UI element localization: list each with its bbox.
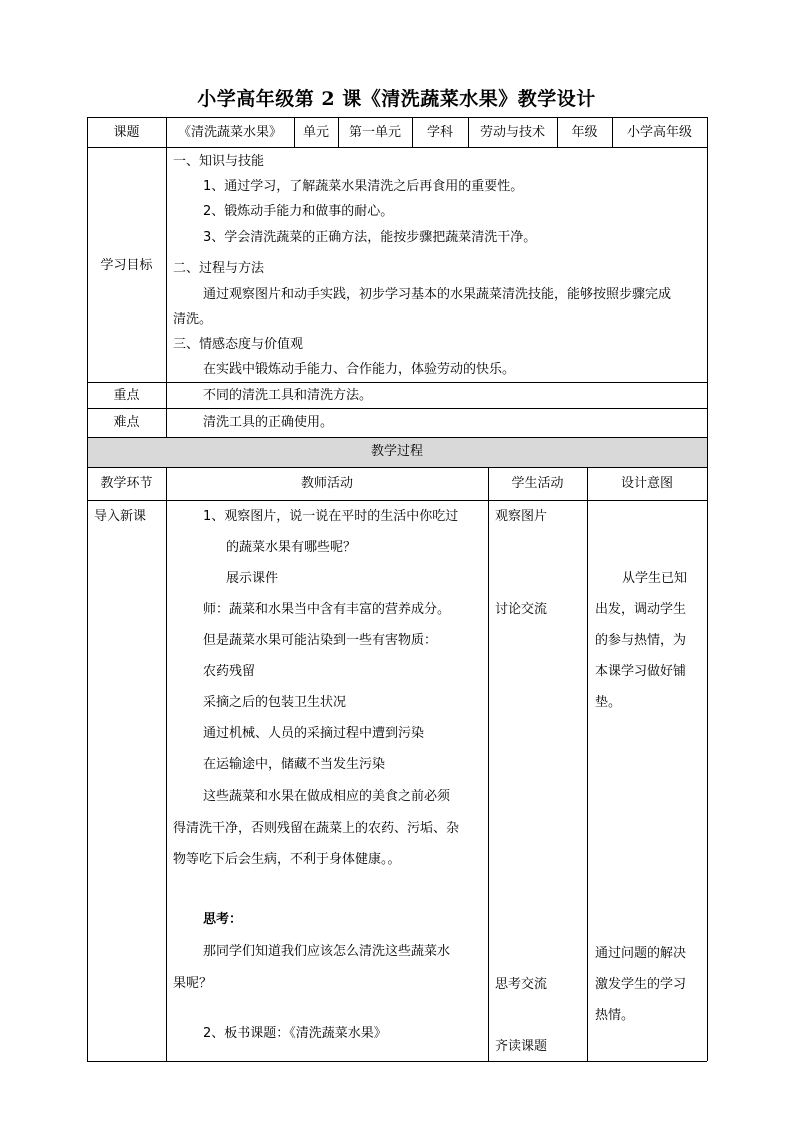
- table-line: [87, 147, 707, 148]
- key-point-value: 不同的清洗工具和清洗方法。: [203, 388, 373, 403]
- objectives-text: 在实践中锻炼动手能力、合作能力，体验劳动的快乐。: [203, 362, 516, 377]
- objectives-item: 2、锻炼动手能力和做事的耐心。: [203, 204, 394, 219]
- design-intent-line: 的参与热情，为: [595, 633, 687, 648]
- objectives-text: 通过观察图片和动手实践，初步学习基本的水果蔬菜清洗技能，能够按照步骤完成: [203, 287, 672, 302]
- unit-label: 单元: [302, 125, 329, 140]
- design-intent-line: 热情。: [595, 1008, 635, 1023]
- teacher-activity-line: 但是蔬菜水果可能沾染到一些有害物质：: [203, 633, 438, 648]
- table-line: [488, 467, 489, 1061]
- table-line: [87, 408, 707, 409]
- design-intent-line: 激发学生的学习: [595, 977, 687, 992]
- table-line: [707, 117, 708, 1061]
- design-intent-line: 出发，调动学生: [595, 602, 687, 617]
- column-header-stage: 教学环节: [100, 476, 153, 491]
- unit-value: 第一单元: [348, 125, 401, 140]
- teacher-activity-line: 在运输途中，储藏不当发生污染: [203, 757, 386, 772]
- table-line: [587, 467, 588, 1061]
- student-activity: 思考交流: [495, 977, 548, 992]
- grade-value: 小学高年级: [626, 125, 692, 140]
- column-header-teacher: 教师活动: [300, 476, 353, 491]
- table-line: [87, 467, 707, 468]
- teacher-activity-line: 这些蔬菜和水果在做成相应的美食之前必须: [203, 789, 451, 804]
- objectives-section-3-title: 三、情感态度与价值观: [173, 337, 304, 352]
- table-line: [87, 437, 707, 438]
- teacher-activity-think: 思考：: [203, 912, 243, 927]
- teacher-activity-line: 采摘之后的包装卫生状况: [203, 695, 347, 710]
- table-line: [87, 500, 707, 501]
- teacher-activity-line: 得清洗干净，否则残留在蔬菜上的农药、污垢、杂: [173, 821, 460, 836]
- subject-value: 劳动与技术: [479, 125, 545, 140]
- student-activity: 讨论交流: [495, 602, 548, 617]
- objectives-section-2-title: 二、过程与方法: [173, 261, 265, 276]
- table-line: [166, 117, 167, 437]
- course-label: 课题: [113, 125, 140, 140]
- course-value: 《清洗蔬菜水果》: [177, 125, 282, 140]
- objectives-item: 3、学会清洗蔬菜的正确方法，能按步骤把蔬菜清洗干净。: [203, 230, 537, 245]
- teacher-activity-line: 农药残留: [203, 664, 256, 679]
- difficulty-value: 清洗工具的正确使用。: [203, 415, 334, 430]
- teacher-activity-line: 物等吃下后会生病，不利于身体健康。。: [173, 852, 401, 867]
- teacher-activity-line: 2、板书课题：《清洗蔬菜水果》: [203, 1026, 387, 1041]
- column-header-intent: 设计意图: [620, 476, 673, 491]
- subject-label: 学科: [426, 125, 453, 140]
- teacher-activity-line: 果呢？: [173, 976, 213, 991]
- stage-label: 导入新课: [94, 509, 147, 524]
- table-line: [87, 117, 707, 118]
- objectives-section-1-title: 一、知识与技能: [173, 154, 265, 169]
- difficulty-label: 难点: [113, 415, 140, 430]
- teacher-activity-line: 的蔬菜水果有哪些呢？: [226, 540, 357, 555]
- student-activity: 观察图片: [495, 509, 548, 524]
- grade-label: 年级: [571, 125, 598, 140]
- teacher-activity-line: 展示课件: [226, 571, 279, 586]
- objectives-label: 学习目标: [100, 258, 153, 273]
- objectives-item: 1、通过学习，了解蔬菜水果清洗之后再食用的重要性。: [203, 179, 524, 194]
- objectives-text: 清洗。: [173, 312, 213, 327]
- table-line: [87, 1061, 707, 1062]
- teacher-activity-line: 那同学们知道我们应该怎么清洗这些蔬菜水: [203, 944, 451, 959]
- document-title: 小学高年级第 2 课《清洗蔬菜水果》教学设计: [197, 88, 596, 110]
- design-intent-line: 从学生已知: [622, 571, 688, 586]
- process-header: 教学过程: [370, 444, 423, 459]
- column-header-student: 学生活动: [511, 476, 564, 491]
- table-line: [166, 467, 167, 1061]
- teacher-activity-line: 师：蔬菜和水果当中含有丰富的营养成分。: [203, 602, 451, 617]
- design-intent-line: 通过问题的解决: [595, 946, 687, 961]
- design-intent-line: 垫。: [595, 695, 622, 710]
- design-intent-line: 本课学习做好铺: [595, 664, 687, 679]
- teacher-activity-line: 通过机械、人员的采摘过程中遭到污染: [203, 726, 425, 741]
- key-point-label: 重点: [113, 388, 140, 403]
- table-line: [87, 382, 707, 383]
- teacher-activity-line: 1、观察图片，说一说在平时的生活中你吃过: [203, 509, 459, 524]
- student-activity: 齐读课题: [495, 1039, 548, 1054]
